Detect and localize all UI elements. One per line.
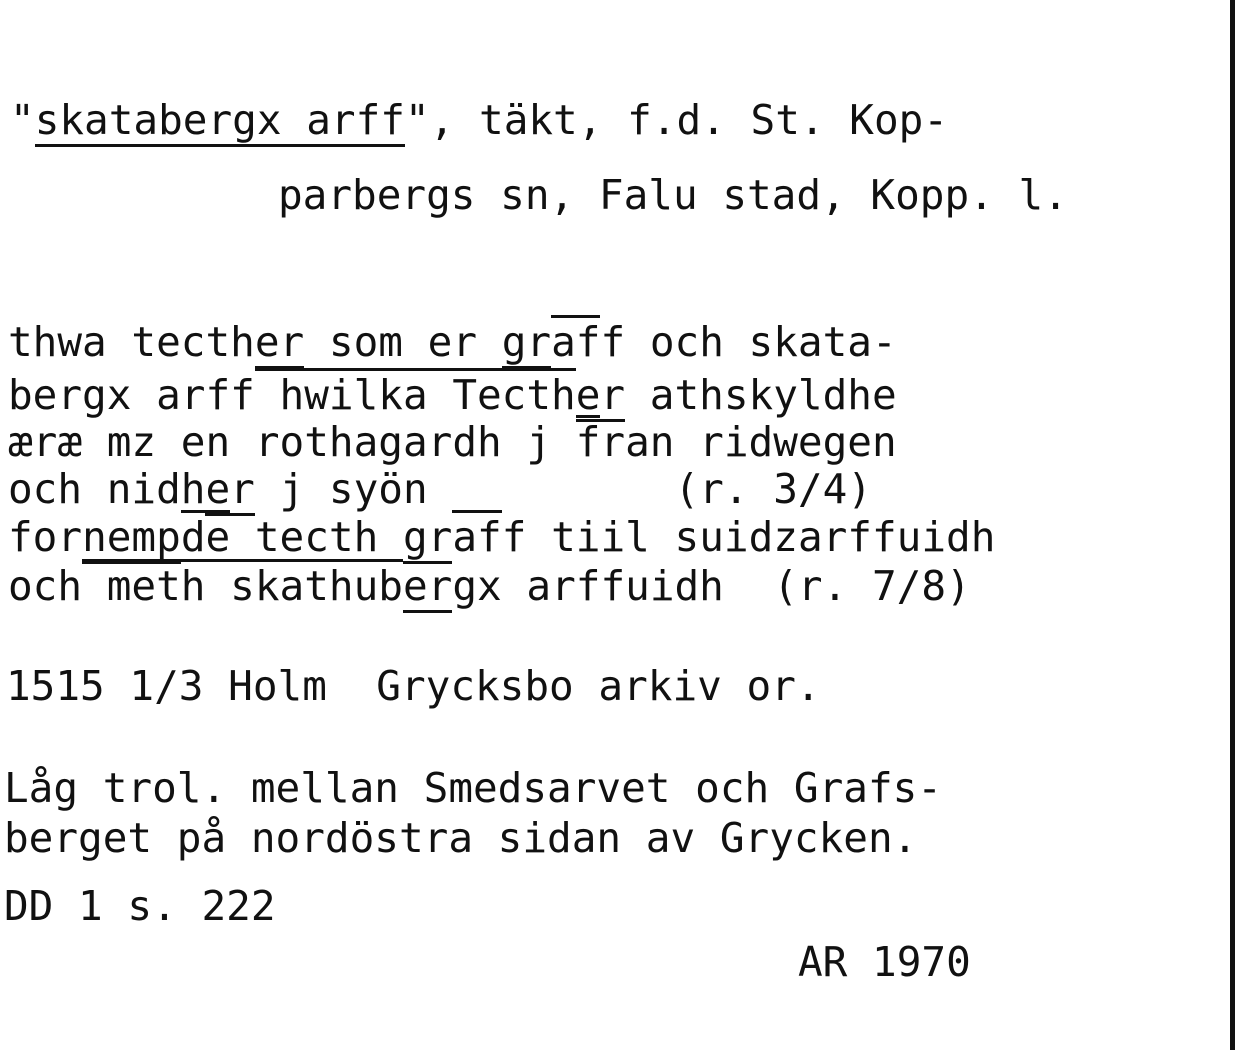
signature-date: AR 1970 <box>798 938 971 986</box>
quote-line-4: och nidher j syön (r. 3/4) <box>8 465 872 513</box>
source-citation: 1515 1/3 Holm Grycksbo arkiv or. <box>6 662 821 710</box>
card-right-edge <box>1230 0 1235 1050</box>
quote-line-5: fornempde tecth graff tiil suidzarffuidh <box>8 513 995 561</box>
header-line-1: "skatabergx arff", täkt, f.d. St. Kop- <box>10 96 948 144</box>
header-line-2: parbergs sn, Falu stad, Kopp. l. <box>278 171 1068 219</box>
location-note-line-1: Låg trol. mellan Smedsarvet och Grafs- <box>4 764 942 812</box>
quote-line-3: æræ mz en rothagardh j fran ridwegen <box>8 418 897 466</box>
quote-line-6: och meth skathubergx arffuidh (r. 7/8) <box>8 562 971 610</box>
literature-reference: DD 1 s. 222 <box>4 882 276 930</box>
place-name-title: skatabergx arff <box>35 96 405 147</box>
location-note-line-2: berget på nordöstra sidan av Grycken. <box>4 814 918 862</box>
quote-line-1: thwa tecther som er graff och skata- <box>8 318 897 366</box>
quote-line-2: bergx arff hwilka Tecther athskyldhe <box>8 371 897 419</box>
